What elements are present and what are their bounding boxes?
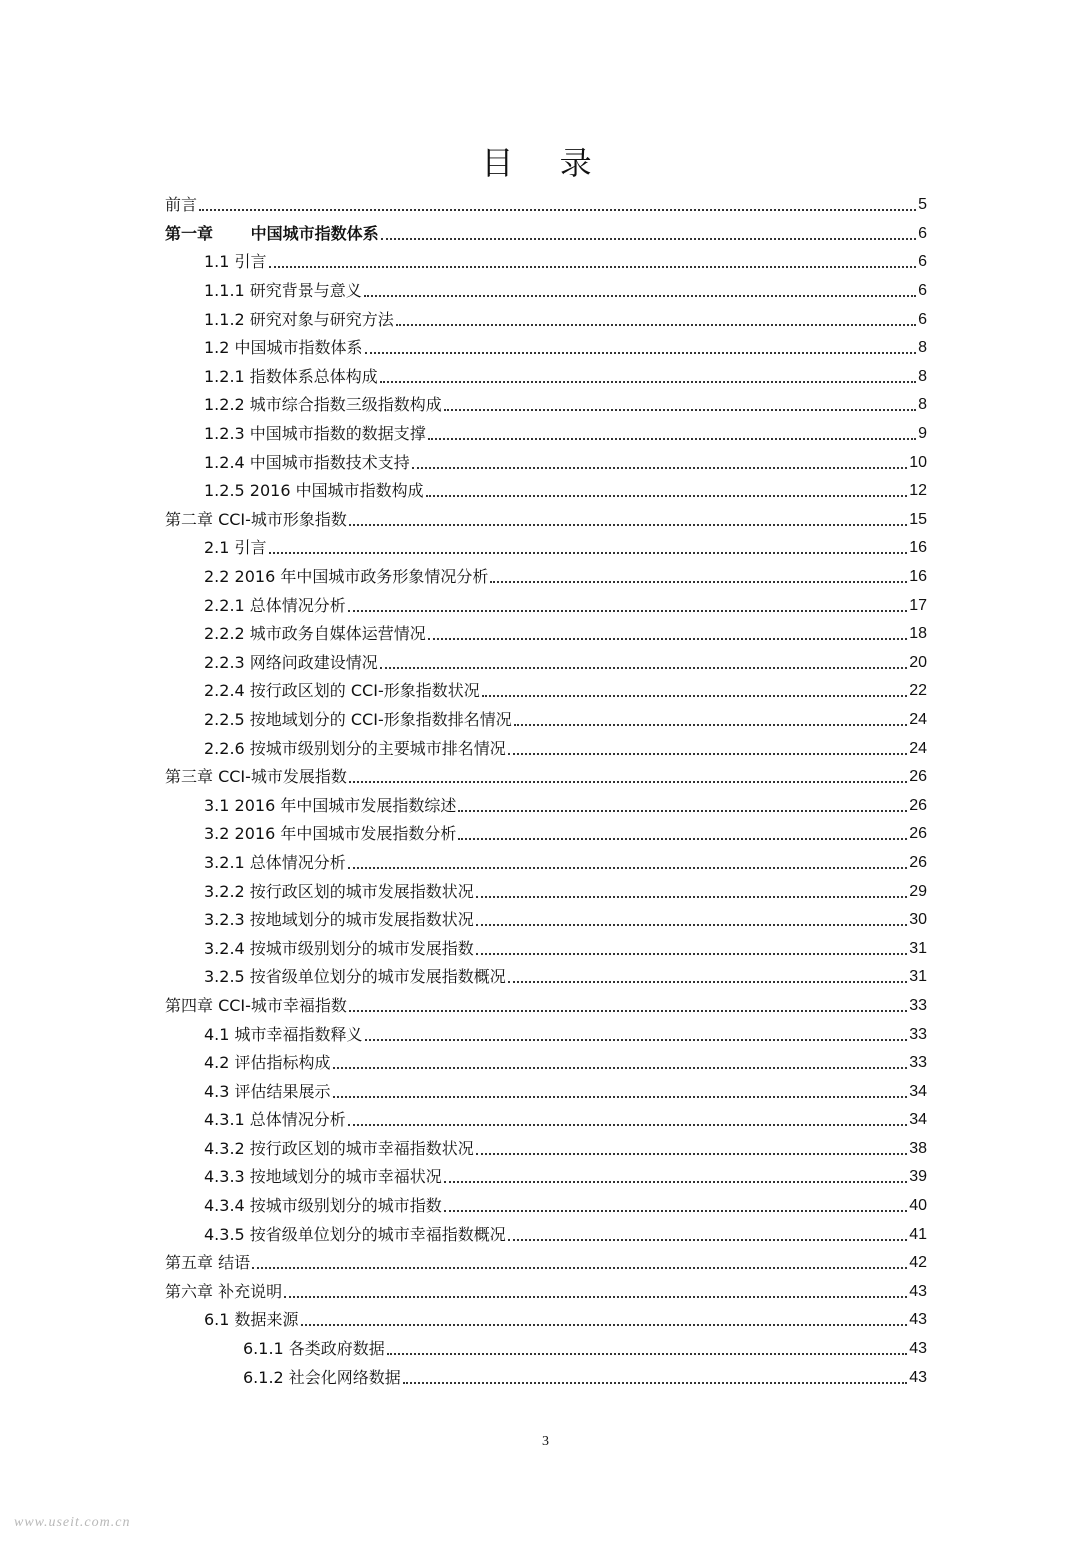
toc-entry-label: 2.2.1 总体情况分析 [204, 595, 346, 615]
toc-entry[interactable] [165, 591, 927, 620]
toc-entry-label: 6.1.1 各类政府数据 [243, 1339, 385, 1359]
dot-leader [349, 524, 907, 526]
dot-leader [514, 724, 907, 726]
dot-leader [508, 753, 907, 755]
dot-leader [284, 1296, 907, 1298]
toc-entry[interactable] [165, 1306, 927, 1335]
dot-leader [428, 638, 907, 640]
toc-entry-page: 33 [909, 1025, 927, 1043]
toc-entry-label: 前言 [165, 195, 198, 215]
dot-leader [426, 495, 908, 497]
toc-entry-label: 6.1 数据来源 [204, 1310, 299, 1330]
dot-leader [348, 610, 907, 612]
dot-leader [458, 810, 907, 812]
toc-entry-label: 3.2.4 按城市级别划分的城市发展指数 [204, 938, 474, 958]
toc-entry-label: 第二章 CCI-城市形象指数 [165, 509, 347, 529]
toc-entry-label: 1.1.1 研究背景与意义 [204, 281, 362, 301]
toc-entry-label: 2.2.6 按城市级别划分的主要城市排名情况 [204, 738, 506, 758]
toc-entry[interactable] [165, 334, 927, 363]
toc-entry-label: 3.2.3 按地域划分的城市发展指数状况 [204, 910, 474, 930]
dot-leader [333, 1096, 908, 1098]
toc-entry[interactable] [165, 649, 927, 678]
toc-entry-page: 24 [909, 710, 927, 728]
toc-entry-page: 34 [909, 1111, 927, 1129]
toc-entry[interactable] [165, 791, 927, 820]
toc-entry[interactable] [165, 477, 927, 506]
toc-entry-label: 6.1.2 社会化网络数据 [243, 1367, 401, 1387]
toc-entry-label: 第四章 CCI-城市幸福指数 [165, 995, 347, 1015]
dot-leader [348, 1124, 907, 1126]
toc-entry-label: 第五章 结语 [165, 1253, 251, 1273]
toc-entry[interactable] [165, 992, 927, 1021]
toc-entry-label: 1.2.4 中国城市指数技术支持 [204, 452, 410, 472]
toc-entry-label: 4.3.4 按城市级别划分的城市指数 [204, 1196, 442, 1216]
toc-entry-page: 24 [909, 739, 927, 757]
toc-entry-page: 41 [909, 1225, 927, 1243]
toc-entry-page: 43 [909, 1340, 927, 1358]
toc-entry-page: 38 [909, 1139, 927, 1157]
toc-entry-page: 34 [909, 1082, 927, 1100]
toc-entry-label: 第三章 CCI-城市发展指数 [165, 767, 347, 787]
toc-entry-label: 4.3 评估结果展示 [204, 1081, 331, 1101]
toc-entry[interactable] [165, 620, 927, 649]
toc-entry[interactable] [165, 1335, 927, 1364]
toc-entry-page: 31 [909, 939, 927, 957]
toc-entry-label: 2.1 引言 [204, 538, 267, 558]
toc-entry-label: 4.1 城市幸福指数释义 [204, 1024, 363, 1044]
dot-leader [508, 981, 907, 983]
dot-leader [380, 667, 907, 669]
dot-leader [365, 352, 917, 354]
toc-entry-page: 22 [909, 682, 927, 700]
toc-entry-label: 第一章 中国城市指数体系 [165, 223, 379, 243]
toc-entry-page: 15 [909, 510, 927, 528]
dot-leader [482, 695, 907, 697]
toc-entry-label: 第六章 补充说明 [165, 1281, 283, 1301]
toc-entry-label: 1.2.1 指数体系总体构成 [204, 366, 378, 386]
toc-entry[interactable] [165, 1049, 927, 1078]
toc-entry[interactable] [165, 1106, 927, 1135]
dot-leader [458, 838, 907, 840]
toc-entry-label: 4.3.2 按行政区划的城市幸福指数状况 [204, 1138, 474, 1158]
toc-entry-label: 3.2 2016 年中国城市发展指数分析 [204, 824, 457, 844]
toc-entry-page: 6 [918, 224, 927, 242]
toc-entry-page: 12 [909, 482, 927, 500]
toc-entry-label: 1.2.3 中国城市指数的数据支撑 [204, 424, 426, 444]
toc-entry-label: 2.2 2016 年中国城市政务形象情况分析 [204, 567, 489, 587]
dot-leader [380, 381, 916, 383]
toc-entry[interactable] [165, 534, 927, 563]
dot-leader [396, 324, 916, 326]
toc-entry[interactable] [165, 1163, 927, 1192]
dot-leader [490, 581, 907, 583]
dot-leader [252, 1267, 907, 1269]
dot-leader [476, 896, 907, 898]
toc-entry[interactable] [165, 820, 927, 849]
toc-entry-label: 1.2 中国城市指数体系 [204, 338, 363, 358]
toc-entry-label: 3.2.1 总体情况分析 [204, 852, 346, 872]
dot-leader [333, 1067, 908, 1069]
dot-leader [269, 552, 908, 554]
toc-entry[interactable] [165, 1220, 927, 1249]
toc-entry-page: 42 [909, 1254, 927, 1272]
toc-entry-label: 1.1.2 研究对象与研究方法 [204, 309, 394, 329]
dot-leader [444, 409, 916, 411]
toc-entry-page: 33 [909, 996, 927, 1014]
toc-entry-page: 29 [909, 882, 927, 900]
toc-entry-page: 5 [918, 196, 927, 214]
toc-entry-page: 33 [909, 1054, 927, 1072]
toc-entry[interactable] [165, 677, 927, 706]
toc-entry[interactable] [165, 849, 927, 878]
toc-entry[interactable] [165, 1020, 927, 1049]
toc-entry[interactable] [165, 1363, 927, 1392]
toc-entry-page: 17 [909, 596, 927, 614]
toc-entry[interactable] [165, 391, 927, 420]
toc-entry[interactable] [165, 963, 927, 992]
toc-entry[interactable] [165, 563, 927, 592]
toc-entry-label: 2.2.4 按行政区划的 CCI-形象指数状况 [204, 681, 480, 701]
toc-entry-label: 2.2.3 网络问政建设情况 [204, 652, 378, 672]
toc-entry-page: 10 [909, 453, 927, 471]
toc-entry-page: 30 [909, 911, 927, 929]
toc-entry-page: 6 [918, 253, 927, 271]
toc-title: 目 录 [481, 144, 610, 182]
dot-leader [444, 1181, 907, 1183]
toc-entry[interactable] [165, 1249, 927, 1278]
toc-entry-label: 2.2.5 按地域划分的 CCI-形象指数排名情况 [204, 709, 512, 729]
dot-leader [364, 295, 916, 297]
toc-entry-label: 4.2 评估指标构成 [204, 1053, 331, 1073]
toc-entry-label: 4.3.3 按地域划分的城市幸福状况 [204, 1167, 442, 1187]
dot-leader [476, 953, 907, 955]
dot-leader [476, 924, 907, 926]
toc-entry[interactable] [165, 1135, 927, 1164]
dot-leader [349, 781, 907, 783]
toc-entry[interactable] [165, 934, 927, 963]
toc-entry-label: 1.1 引言 [204, 252, 267, 272]
toc-entry[interactable] [165, 906, 927, 935]
toc-entry-page: 8 [918, 367, 927, 385]
toc-entry-page: 20 [909, 653, 927, 671]
toc-entry[interactable] [165, 763, 927, 792]
toc-entry[interactable] [165, 220, 927, 249]
toc-entry[interactable] [165, 420, 927, 449]
dot-leader [349, 1010, 907, 1012]
toc-entry-label: 3.1 2016 年中国城市发展指数综述 [204, 795, 457, 815]
watermark: www.useit.com.cn [14, 1515, 131, 1530]
toc-entry-page: 8 [918, 396, 927, 414]
toc-entry-page: 18 [909, 625, 927, 643]
toc-entry-label: 3.2.2 按行政区划的城市发展指数状况 [204, 881, 474, 901]
toc-entry-page: 43 [909, 1282, 927, 1300]
toc-entry-page: 16 [909, 568, 927, 586]
dot-leader [387, 1353, 907, 1355]
toc-entry[interactable] [165, 448, 927, 477]
toc-entry-page: 8 [918, 339, 927, 357]
dot-leader [269, 266, 917, 268]
dot-leader [412, 467, 907, 469]
dot-leader [381, 238, 917, 240]
dot-leader [476, 1153, 907, 1155]
dot-leader [199, 209, 916, 211]
toc-entry[interactable] [165, 277, 927, 306]
toc-entry-page: 9 [918, 425, 927, 443]
toc-entry[interactable] [165, 1192, 927, 1221]
toc-entry-page: 26 [909, 768, 927, 786]
toc-entry-label: 3.2.5 按省级单位划分的城市发展指数概况 [204, 967, 506, 987]
toc-entry-page: 31 [909, 968, 927, 986]
toc-entry-label: 1.2.5 2016 中国城市指数构成 [204, 481, 424, 501]
toc-entry-page: 40 [909, 1197, 927, 1215]
toc-entry-page: 43 [909, 1311, 927, 1329]
toc-entry[interactable] [165, 877, 927, 906]
toc-entry[interactable] [165, 305, 927, 334]
toc-entry[interactable] [165, 734, 927, 763]
toc-entry-page: 43 [909, 1368, 927, 1386]
dot-leader [301, 1324, 908, 1326]
toc-entry-page: 6 [918, 282, 927, 300]
toc-entry[interactable] [165, 1077, 927, 1106]
toc-entry-page: 16 [909, 539, 927, 557]
toc-entry-page: 26 [909, 853, 927, 871]
dot-leader [444, 1210, 907, 1212]
dot-leader [348, 867, 907, 869]
toc-entry-page: 39 [909, 1168, 927, 1186]
toc-entry-label: 4.3.1 总体情况分析 [204, 1110, 346, 1130]
toc-entry-page: 26 [909, 825, 927, 843]
toc-entry[interactable] [165, 248, 927, 277]
toc-entry-label: 4.3.5 按省级单位划分的城市幸福指数概况 [204, 1224, 506, 1244]
toc-entry[interactable] [165, 706, 927, 735]
dot-leader [428, 438, 916, 440]
toc-entry[interactable] [165, 1278, 927, 1307]
toc-entry[interactable] [165, 506, 927, 535]
dot-leader [365, 1039, 908, 1041]
toc-entry-page: 26 [909, 796, 927, 814]
page-number: 3 [542, 1434, 549, 1449]
table-of-contents [165, 191, 927, 1392]
toc-entry-page: 6 [918, 310, 927, 328]
toc-entry[interactable] [165, 191, 927, 220]
toc-entry-label: 1.2.2 城市综合指数三级指数构成 [204, 395, 442, 415]
toc-entry-label: 2.2.2 城市政务自媒体运营情况 [204, 624, 426, 644]
dot-leader [403, 1382, 907, 1384]
dot-leader [508, 1239, 907, 1241]
toc-entry[interactable] [165, 363, 927, 392]
